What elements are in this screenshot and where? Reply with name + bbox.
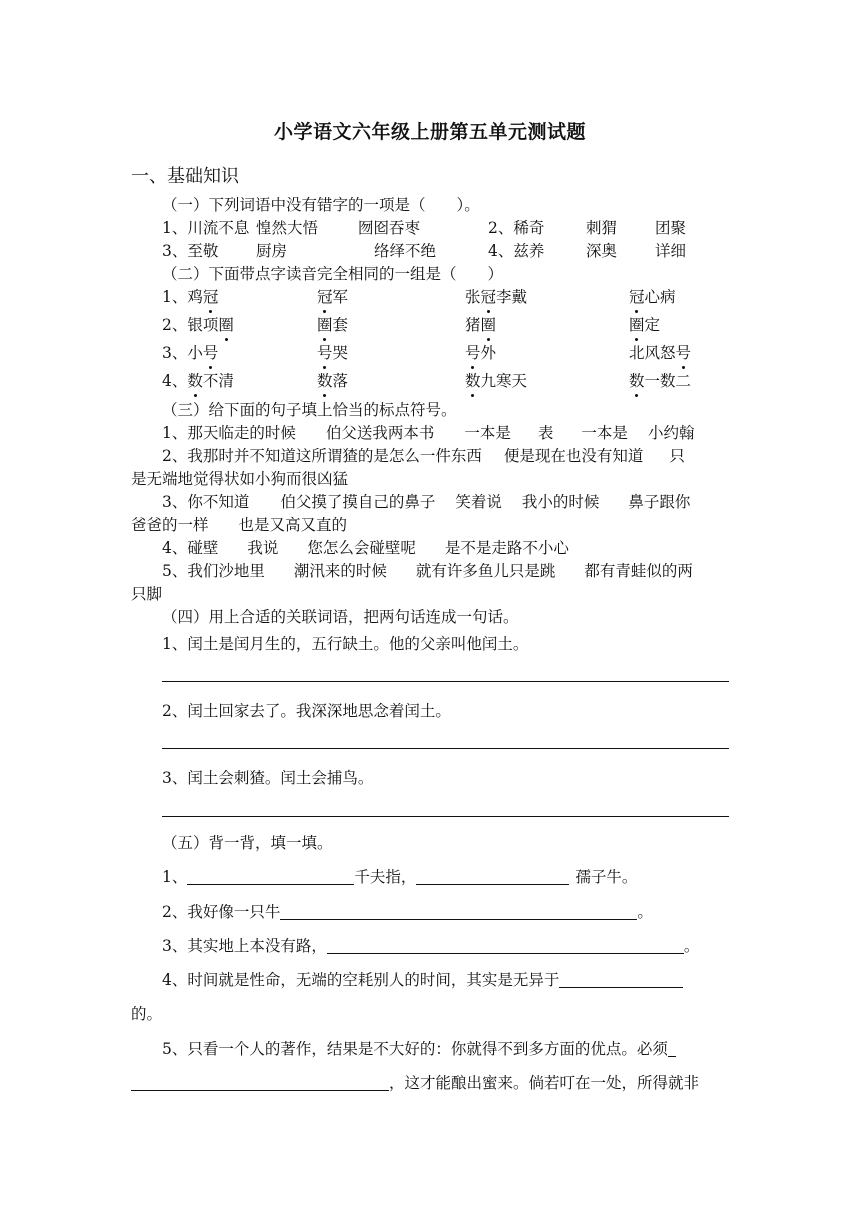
option-word: 惶然大悟 — [256, 219, 319, 237]
q3-sentence — [162, 491, 690, 513]
word-prefix: 猪 — [465, 316, 481, 334]
q1-heading: （一）下列词语中没有错字的一项是（ ）。 — [162, 196, 480, 214]
fill-blank[interactable] — [280, 903, 637, 920]
sentence-part: 笑着说 — [455, 493, 502, 511]
item-text: 3、其实地上本没有路， — [162, 937, 327, 955]
option-word: 厨房 — [256, 242, 288, 260]
option-word — [317, 370, 348, 392]
word-suffix: 不清 — [202, 372, 234, 390]
sentence-part: 伯父送我两本书 — [325, 424, 435, 442]
option-word — [162, 314, 234, 336]
dotted-character: 号 — [675, 344, 692, 362]
word-prefix: 张 — [465, 288, 481, 306]
dotted-character: 号 — [317, 344, 333, 362]
word-prefix: 1、鸡 — [162, 288, 203, 306]
sentence-part: 是不是走路不小心 — [444, 539, 569, 557]
option-word: 1、川流不息 — [162, 219, 250, 237]
option-word: 刺猬 — [586, 219, 618, 237]
option-word — [629, 370, 691, 392]
word-prefix: 2、银项 — [162, 316, 219, 334]
dotted-character: 圈 — [629, 316, 645, 334]
word-suffix: 九寒天 — [480, 372, 528, 390]
item-text: 5、只看一个人的著作，结果是不大好的：你就得不到多方面的优点。必须 — [162, 1040, 668, 1058]
word-suffix: 军 — [332, 288, 349, 306]
answer-line[interactable] — [162, 816, 729, 817]
q4-item: 3、闰土会刺猹。闰土会捕鸟。 — [162, 769, 374, 787]
fill-blank[interactable] — [131, 1074, 389, 1091]
dotted-character: 圈 — [218, 316, 234, 334]
option-word: 4、兹养 — [488, 242, 545, 260]
dotted-character: 号 — [202, 344, 219, 362]
word-suffix: 套 — [332, 316, 349, 334]
sentence-part: 小约翰 — [647, 424, 695, 442]
dotted-character: 冠 — [202, 288, 219, 306]
sentence-part: 便是现在也没有知道 — [503, 447, 644, 465]
option-word — [317, 342, 348, 364]
q5-item — [162, 969, 683, 991]
dotted-character: 数 — [629, 372, 645, 390]
fill-blank[interactable] — [327, 937, 684, 954]
option-word: 深奥 — [586, 242, 618, 260]
q3-sentence — [162, 445, 685, 467]
option-word — [465, 370, 527, 392]
sentence-part: 我小的时候 — [521, 493, 600, 511]
sentence-part: 5、我们沙地里 — [162, 562, 265, 580]
sentence-part: 1、那天临走的时候 — [162, 424, 296, 442]
q3-sentence — [162, 422, 694, 444]
option-word — [317, 314, 348, 336]
part-heading: 一、基础知识 — [131, 166, 239, 187]
q2-heading: （二）下面带点字读音完全相同的一组是（ ） — [162, 265, 504, 283]
option-word — [629, 342, 691, 364]
word-suffix: 落 — [332, 372, 349, 390]
fill-blank[interactable] — [668, 1040, 676, 1057]
fill-blank[interactable] — [416, 868, 569, 885]
sentence-part: 我说 — [247, 539, 279, 557]
q3-sentence-cont: 是无端地觉得状如小狗而很凶猛 — [131, 470, 349, 488]
option-word: 3、至敬 — [162, 242, 219, 260]
sentence-part: 就有许多鱼儿只是跳 — [415, 562, 556, 580]
dotted-character: 圈 — [480, 316, 497, 334]
word-prefix: 北风怒 — [629, 344, 676, 362]
q3-sentence-cont — [131, 514, 347, 536]
sentence-part: 表 — [537, 424, 554, 442]
word-suffix: 李戴 — [496, 288, 528, 306]
item-text: 孺子牛。 — [575, 868, 638, 886]
word-suffix: 哭 — [332, 344, 349, 362]
item-text: 。 — [683, 937, 700, 955]
sentence-part: 一本是 — [581, 424, 628, 442]
sentence-part: 一本是 — [464, 424, 511, 442]
sentence-part: 4、碰壁 — [162, 539, 219, 557]
dotted-character: 冠 — [480, 288, 497, 306]
option-word — [465, 286, 527, 308]
sentence-part: 潮汛来的时候 — [293, 562, 387, 580]
q5-item-cont — [131, 1072, 699, 1094]
option-word — [629, 314, 660, 336]
answer-line[interactable] — [162, 748, 729, 749]
sentence-part: 您怎么会碰壁呢 — [307, 539, 416, 557]
word-prefix: 3、小 — [162, 344, 203, 362]
option-word: 2、稀奇 — [488, 219, 545, 237]
dotted-character: 数 — [317, 372, 333, 390]
option-word — [162, 286, 218, 308]
sentence-part: 爸爸的一样 — [131, 516, 209, 534]
q4-item: 2、闰土回家去了。我深深地思念着闰土。 — [162, 702, 451, 720]
item-text: 4、时间就是性命，无端的空耗别人的时间，其实是无异于 — [162, 971, 560, 989]
fill-blank[interactable] — [187, 868, 354, 885]
page-title: 小学语文六年级上册第五单元测试题 — [273, 121, 586, 143]
dotted-character: 冠 — [629, 288, 645, 306]
sentence-part: 只 — [669, 447, 685, 465]
option-word: 囫囵吞枣 — [358, 219, 421, 237]
word-suffix: 外 — [480, 344, 497, 362]
item-text: 。 — [637, 903, 653, 921]
option-word — [629, 286, 676, 308]
item-text: 2、我好像一只牛 — [162, 903, 281, 921]
sentence-part: 也是又高又直的 — [238, 516, 348, 534]
q5-item — [162, 866, 637, 888]
dotted-character: 号 — [465, 344, 481, 362]
dotted-character: 数 — [187, 372, 203, 390]
word-suffix: 一数二 — [644, 372, 692, 390]
q3-sentence — [162, 537, 569, 559]
option-word: 详细 — [655, 242, 687, 260]
answer-line[interactable] — [162, 681, 729, 682]
q3-sentence-cont: 只脚 — [131, 585, 163, 603]
q3-heading: （三）给下面的句子填上恰当的标点符号。 — [162, 401, 457, 419]
option-word — [465, 342, 496, 364]
word-suffix: 心病 — [644, 288, 676, 306]
word-prefix: 4、 — [162, 372, 188, 390]
option-word — [465, 314, 496, 336]
q5-item — [162, 1038, 676, 1060]
option-word: 络绎不绝 — [374, 242, 437, 260]
q5-item — [162, 901, 653, 923]
dotted-character: 数 — [465, 372, 481, 390]
q5-item-cont: 的。 — [131, 1005, 163, 1023]
option-word — [317, 286, 348, 308]
item-text: 千夫指， — [354, 868, 417, 886]
word-suffix: 定 — [644, 316, 661, 334]
option-word — [162, 370, 234, 392]
sentence-part: 2、我那时并不知道这所谓猹的是怎么一件东西 — [162, 447, 482, 465]
dotted-character: 冠 — [317, 288, 333, 306]
item-text: ，这才能酿出蜜来。倘若叮在一处，所得就非 — [389, 1074, 700, 1092]
option-word: 团聚 — [655, 219, 687, 237]
q5-item — [162, 935, 699, 957]
sentence-part: 鼻子跟你 — [628, 493, 691, 511]
q4-heading: （四）用上合适的关联词语，把两句话连成一句话。 — [162, 608, 519, 626]
dotted-character: 圈 — [317, 316, 333, 334]
q3-sentence — [162, 560, 693, 582]
q5-heading: （五）背一背，填一填。 — [162, 834, 333, 852]
q4-item: 1、闰土是闰月生的，五行缺土。他的父亲叫他闰土。 — [162, 635, 529, 653]
sentence-part: 都有青蛙似的两 — [584, 562, 693, 580]
fill-blank[interactable] — [559, 971, 683, 988]
sentence-part: 伯父摸了摸自己的鼻子 — [280, 493, 436, 511]
option-word — [162, 342, 218, 364]
item-text: 1、 — [162, 868, 188, 886]
sentence-part: 3、你不知道 — [162, 493, 250, 511]
